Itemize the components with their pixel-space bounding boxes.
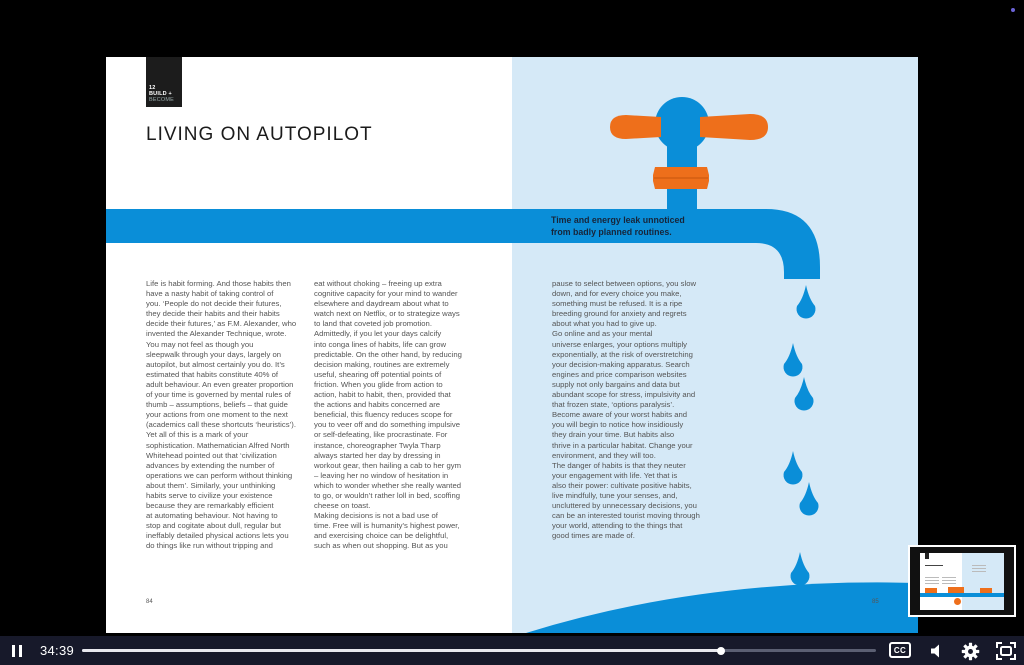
article-title: LIVING ON AUTOPILOT [146,124,373,145]
body-text-line: they decide their habits and their habits [146,309,280,319]
body-text-line: uncluttered by unnecessary decisions, you [552,501,697,511]
body-text-line: stop and cogitate about dull, regular but [146,521,282,531]
fullscreen-icon [996,642,1016,660]
body-text-line: abundant scope for stress, impulsivity and [552,390,696,400]
body-text-line: ineffably detailed physical actions lets you [146,531,289,541]
body-column-3 [552,279,717,541]
body-text-line: estimated that habits constitute 40% of [146,369,279,379]
body-text-line: to go, or wouldn’t rather loll in bed, scoffing [314,490,461,500]
thumbnail-preview [920,553,1004,610]
page-number-left: 84 [146,599,153,605]
body-text-line: can be an interested tourist moving through [552,511,700,521]
tap-handle-left [610,115,661,139]
body-text-line: such as when out shopping. But as you [314,541,448,551]
progress-fill [82,649,721,652]
closed-captions-icon: CC [893,645,907,655]
caption-line: Time and energy leak unnoticed [551,215,685,225]
body-text-line: action, habit to habit, then, provided that [314,390,451,400]
tap-handle-right [700,114,768,140]
body-text-line: your decision-making apparatus. Search [552,359,690,369]
body-text-line: Life is habit forming. And those habits then [146,279,291,288]
body-text-line: autopilot, but almost certainly you do. It’s [146,359,285,369]
body-text-line: predictable. On the other hand, by reducing [314,349,462,359]
water-drop [800,482,819,516]
body-text-line: invented the Alexander Technique, wrote. [146,329,287,339]
status-dot [1011,8,1015,12]
body-text-line: useful, shearing off potential points of [314,369,442,379]
fullscreen-button[interactable] [995,641,1017,661]
body-text-line: pause to select between options, you slow [552,279,697,288]
body-text-line: live mindfully, tune your senses, and, [552,490,678,500]
body-text-line: your world, attending to the things that [552,521,683,531]
body-text-line: they drain your time. But habits also [552,430,675,440]
volume-icon [929,643,945,659]
body-text-line: to land that coveted job promotion. [314,319,432,329]
spread-thumbnail[interactable] [908,545,1016,617]
water-drop [791,552,810,586]
body-text-line: you. ‘People do not decide their futures, [146,299,282,309]
body-text-line: Whitehead pointed out that ‘civilization [146,450,277,460]
tap-spout [746,209,820,279]
body-text-line: decide their futures,’ as F.M. Alexander, who [146,319,297,329]
progress-handle[interactable] [717,647,725,655]
body-text-line: operations we can perform without thinking [146,470,293,480]
section-label-2: BECOME [149,97,175,103]
body-text-line: Become aware of your worst habits and [552,410,688,420]
body-text-line: your engagement with life. Yet that is [552,470,678,480]
body-text-line: you to veer off and do something impulsive [314,420,461,430]
body-text-line: into conga lines of habits, life can grow [314,339,447,349]
body-text-line: Making decisions is not a bad use of [314,511,438,521]
body-text-line: down, and for every choice you make, [552,289,682,299]
body-text-line: time. Free will is humanity’s highest power, [314,521,460,531]
body-column-1 [146,279,306,552]
body-text-line: environment, and they will too. [552,450,656,460]
body-text-line: cheese on toast. [314,501,371,511]
water-drop [784,451,803,485]
body-text-line: you will begin to notice how insidiously [552,420,684,430]
settings-gear-icon [961,642,980,661]
body-text-line: about them’. Similarly, your unthinking [146,480,276,490]
body-text-line: also their power: cultivate positive habits, [552,480,692,490]
body-text-line: advances by extending the number of [146,460,275,470]
closed-captions-button[interactable] [889,642,911,658]
body-text-line: good times are made of. [552,531,635,541]
body-text-line: always started her day by dressing in [314,450,441,460]
body-text-line: sleepwalk through your days, largely on [146,349,282,359]
settings-button[interactable] [960,641,980,661]
body-text-line: watch next on Netflix, or to strategize ways [314,309,460,319]
body-text-line: cognitive capacity for your mind to wander [314,289,458,299]
page-number-right: 85 [872,599,879,605]
body-column-2 [314,279,474,552]
body-text-line: because they are remarkably efficient [146,501,274,511]
body-text-line: sophistication. Mathematician Alfred North [146,440,290,450]
body-text-line: elsewhere and daydream about what to [314,299,449,309]
body-text-line: something must be refused. It is a ripe [552,299,683,309]
body-text-line: do things like run without tripping and [146,541,273,551]
elapsed-time: 34:39 [40,643,75,658]
body-text-line: or self-defeating, like procrastinate. For [314,430,448,440]
body-text-line: beneficial, this fluency reduces scope for [314,410,453,420]
body-text-line: that frozen state, ‘options paralysis’. [552,400,675,410]
water-drop [795,377,814,411]
pause-button[interactable] [9,643,25,658]
body-text-line: decision making, routines are extremely [314,359,450,369]
body-text-line: Go online and as your mental [552,329,653,339]
body-text-line: instance, choreographer Twyla Tharp [314,440,441,450]
body-text-line: You may not feel as though you [146,339,254,349]
volume-button[interactable] [928,642,946,659]
water-drop [784,343,803,377]
body-text-line: about what you had to give up. [552,319,657,329]
progress-track[interactable] [82,649,876,652]
body-text-line: adult behaviour. An even greater proportion [146,379,294,389]
body-text-line: eat without choking – freeing up extra [314,279,442,288]
body-text-line: your actions from one moment to the next [146,410,288,420]
water-drop [797,285,816,319]
body-text-line: breeding ground for anxiety and regrets [552,309,687,319]
body-text-line: supply not only bargains and data but [552,379,680,389]
body-text-line: – leaving her no window of hesitation in [314,470,449,480]
body-text-line: workout gear, then hailing a cab to her gym [314,460,462,470]
magazine-spread [106,57,918,633]
section-tag [146,57,182,107]
section-number: 12 [149,85,156,91]
body-text-line: and exercising choice can be delightful, [314,531,449,541]
body-text-line: thrive in a particular habitat. Change your [552,440,693,450]
body-text-line: at automating behaviour. Not having to [146,511,278,521]
body-text-line: exponentially, at the risk of overstretching [552,349,693,359]
body-text-line: engines and price comparison websites [552,369,687,379]
player-control-bar [0,636,1024,665]
body-text-line: The danger of habits is that they neuter [552,460,686,470]
body-text-line: universe enlarges, your options multiply [552,339,688,349]
caption-line: from badly planned routines. [551,227,672,237]
body-text-line: thumb – assumptions, beliefs – that guide [146,400,288,410]
body-text-line: of your time is governed by mental rules of [146,390,291,400]
water-pool [526,582,918,633]
body-text-line: Yet all of this is a mark of your [146,430,249,440]
body-text-line: friction. When you glide from action to [314,379,443,389]
illustration-caption [551,214,685,238]
body-text-line: habits serve to civilize your existence [146,490,273,500]
pause-icon [10,645,23,657]
section-label-1: BUILD + [149,91,172,97]
body-text-line: have a nasty habit of taking control of [146,289,274,299]
body-text-line: the actions and habits concerned are [314,400,441,410]
body-text-line: which to wonder whether she really wanted [314,480,461,490]
body-text-line: (academics call these shortcuts ‘heuristics’). [146,420,296,430]
body-text-line: Admittedly, if you let your days calcify [314,329,442,339]
